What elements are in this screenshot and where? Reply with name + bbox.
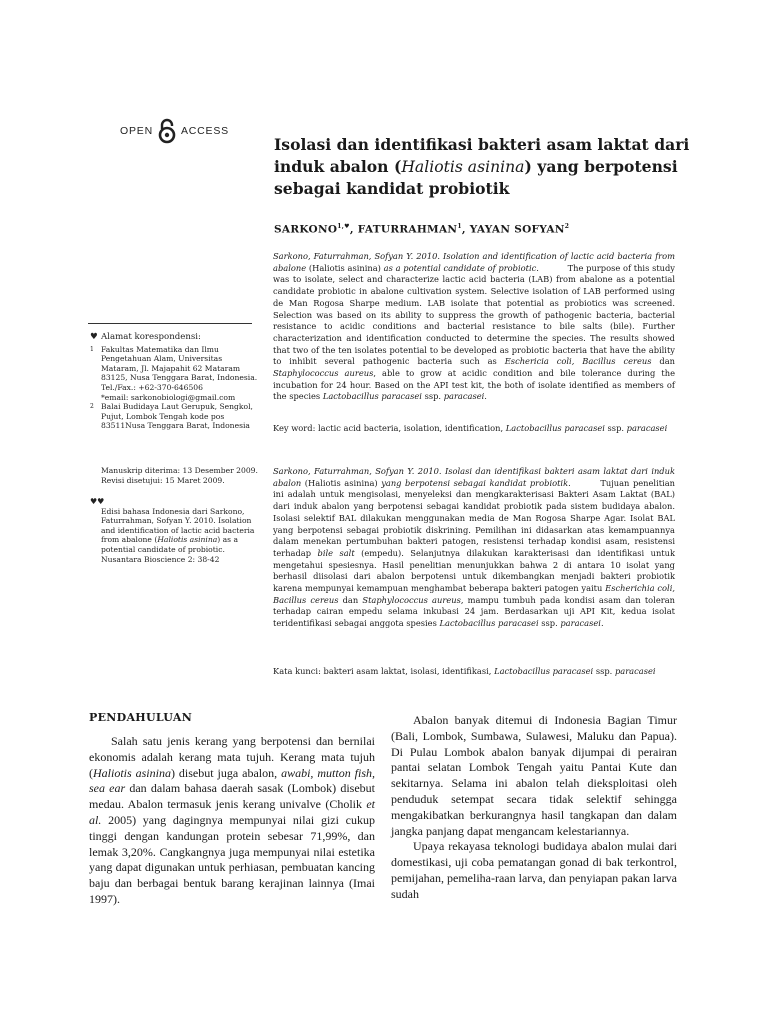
edition-text	[101, 507, 258, 565]
article-title	[274, 134, 694, 200]
sidebar-divider	[88, 323, 252, 324]
open-access-lock-icon	[157, 118, 177, 144]
correspondence-row	[90, 333, 258, 343]
open-access-logo	[120, 118, 229, 144]
cite-id-species: (Haliotis asinina)	[304, 477, 378, 488]
body-paragraph: Upaya rekayasa teknologi budidaya abalon mulai dari domestikasi, uji coba pematangan gonad di bak terkontrol, pemijahan, pemeliha-raan larva, dan penyiapan pakan larva sudah	[391, 839, 677, 901]
correspondence-label: Alamat korespondensi:	[101, 332, 201, 342]
body-right-column	[391, 713, 677, 903]
edition-body-row	[90, 507, 258, 565]
author-2: , FATURRAHMAN	[349, 223, 458, 236]
title-text-2: ) yang berpotensi sebagai kandidat probiotik	[274, 157, 678, 198]
manuscript-text: Manuskrip diterima: 13 Desember 2009. Revisi disetujui: 15 Maret 2009.	[101, 466, 258, 485]
keywords-id-italic-2: paracasei	[614, 666, 656, 676]
cite-en-b: as a potential candidate of probiotic.	[383, 262, 539, 273]
affiliation-2-mark: 2	[90, 403, 94, 411]
edition-note	[90, 497, 258, 564]
affiliation-1-body	[101, 345, 258, 403]
keywords-en-text: Key word: lactic acid bacteria, isolation, identification,	[273, 423, 504, 433]
cite-id-b: yang berpotensi sebagai kandidat probiotik.	[381, 477, 571, 488]
keywords-english	[273, 423, 675, 435]
double-heart-mark: ♥♥	[90, 497, 105, 506]
body-paragraph	[89, 734, 375, 908]
keywords-en-ssp: ssp.	[607, 423, 625, 433]
abstract-id-text-5: ssp.	[541, 618, 558, 629]
abstract-english	[273, 251, 675, 403]
cite-en-a: Sarkono, Faturrahman, Sofyan Y. 2010. Isolation and identification of lactic acid bacteria from abalone	[273, 251, 675, 273]
abstract-id-text-3: dan	[342, 594, 359, 605]
edition-mark-row	[90, 497, 258, 507]
keywords-en-italic-2: paracasei	[626, 423, 668, 433]
abstract-id-text-1: Tujuan penelitian ini adalah untuk mengisolasi, menyeleksi dan mengkarakterisasi Bakteri Asam Laktat (BAL) dari induk abalon yang berpotensi sebagai kandidat probiotik pada sistem budidaya abalon. Isolasi selektif BAL dilakukan menggunakan media de Man Rogosa Sharpe Agar. Isolat BAL yang berpotensi sebagai probiotik diskrining. Pemilihan ini didasarkan atas kemampuannya dalam menekan pertumbuhan bakteri patogen, resistensi terhadap kondisi asam, resistensi terhadap	[273, 477, 675, 558]
abstract-id-italic-3: Staphylococcus aureus	[362, 594, 461, 605]
body-paragraph: Abalon banyak ditemui di Indonesia Bagian Timur (Bali, Lombok, Sumbawa, Sulawesi, Maluku dan Papua). Di Pulau Lombok abalon banyak dijumpai di perairan pantai selatan Lombok Tengah yaitu Pantai Kute dan sekitarnya. Selama ini abalon telah dieksploitasi oleh penduduk setempat secara tidak selektif sehingga mengakibatkan berkurangnya hasil tangkapan dan dalam jangka panjang dapat mengancam kelestariannya.	[391, 713, 677, 838]
affiliation-2-text: Balai Budidaya Laut Gerupuk, Sengkol, Pujut, Lombok Tengah kode pos 83511Nusa Tenggara Barat, Indonesia	[101, 402, 253, 431]
body-left-column	[89, 734, 375, 908]
edition-species: Haliotis asinina	[157, 535, 218, 545]
body-left-italic-1: Haliotis asinina	[93, 765, 171, 780]
author-2-sup: 1	[457, 223, 462, 230]
edition-spacer	[90, 507, 101, 565]
body-left-italic-3: et al.	[89, 797, 376, 827]
affiliation-2	[90, 402, 258, 431]
open-access-label-left: OPEN	[120, 125, 153, 137]
abstract-en-italic-2: Staphylococcus aureus	[273, 368, 374, 379]
body-left-text-b: ) disebut juga abalon,	[170, 765, 278, 780]
body-left-italic-2: awabi, mutton fish, sea ear	[89, 765, 376, 796]
keywords-id-italic-1: Lactobacillus paracasei	[494, 666, 594, 676]
abstract-id-italic-1: bile salt	[317, 547, 355, 558]
affiliation-1-mark: 1	[90, 345, 94, 353]
email-text: *email: sarkonobiologi@gmail.com	[101, 392, 236, 402]
author-1: SARKONO	[274, 223, 338, 236]
title-text-1: Isolasi dan identifikasi bakteri asam laktat dari induk abalon (	[274, 135, 690, 176]
abstract-en-text-4: ssp.	[424, 391, 442, 402]
cite-en-species: (Haliotis asinina)	[308, 262, 381, 273]
affiliation-1-text: Fakultas Matematika dan Ilmu Pengetahuan Alam, Universitas Mataram, Jl. Majapahit 62 Mataram 83125, Nusa Tenggara Barat, Indonesia. Tel./Fax.: +62-370-646506	[101, 344, 258, 392]
affiliation-1	[90, 345, 258, 403]
abstract-id-text-6: .	[600, 618, 604, 629]
abstract-en-text-2: dan	[659, 356, 676, 367]
keywords-id-ssp: ssp.	[595, 666, 613, 676]
keywords-indonesian	[273, 666, 675, 678]
abstract-id-italic-2: Escherichia coli, Bacillus cereus	[273, 583, 675, 605]
cite-id-a: Sarkono, Faturrahman, Sofyan Y. 2010. Isolasi dan identifikasi bakteri asam laktat dari induk abalon	[273, 466, 675, 488]
abstract-indonesian	[273, 466, 675, 630]
abstract-en-text-1: The purpose of this study was to isolate, select and characterize lactic acid bacteria (LAB) from abalone as a potential candidate probiotic in abalone cultivation system. Selective isolation of LAB performed using de Man Rogosa Sharpe medium. LAB isolate that potential as probiotics was screened. Selection was based on its ability to suppress the growth of pathogenic bacteria, bacterial resistance to acidic conditions and bacterial resistance to bile salts (bile). Further characterization and identification conducted to determine the species. The results showed that two of the ten isolates potential to be developed as probiotic bacteria that have the ability to inhibit several pathogenic bacteria such as	[273, 262, 675, 367]
abstract-id-italic-4: Lactobacillus paracasei	[439, 618, 539, 629]
abstract-id-text-2: (empedu). Selanjutnya dilakukan karakterisasi dan identifikasi untuk mengetahui spesiesnya. Hasil penelitian menunjukkan bahwa 2 di antara 10 isolat yang berhasil diisolasi dari abalon berpotensi untuk dikembangkan menjadi bakteri probiotik karena mempunyai kemampuan menghambat beberapa bakteri patogen yaitu	[273, 547, 676, 594]
manuscript-dates	[90, 466, 258, 485]
manuscript-spacer	[90, 466, 101, 485]
edition-text-b: ) as a potential candidate of probiotic. Nusantara Bioscience 2: 38-42	[101, 535, 239, 564]
body-left-text-d: 2005) yang dagingnya mempunyai nilai gizi cukup tinggi dengan kandungan protein sebesar 71,99%, dan lemak 3,20%. Cangkangnya juga mempunyai nilai estetika yang dapat digunakan untuk perhiasan, pembuatan kancing baju dan berbagai bentuk barang kerajinan lainnya (Imai 1997).	[89, 812, 375, 906]
correspondence-block	[90, 333, 258, 431]
body-left-text-c: dan dalam bahasa daerah sasak (Lombok) disebut medau. Abalon termasuk jenis kerang univalve (Cholik	[89, 781, 375, 812]
abstract-en-italic-1: Eschericia coli, Bacillus cereus	[504, 356, 652, 367]
title-species: Haliotis asinina	[401, 158, 525, 176]
body-left-text-a: Salah satu jenis kerang yang berpotensi dan bernilai ekonomis adalah kerang mata tujuh. Kerang mata tujuh (	[89, 734, 375, 780]
author-1-sup: 1,♥	[337, 223, 350, 230]
open-access-label-right: ACCESS	[180, 125, 229, 137]
abstract-en-text-3: , able to grow at acidic condition and bile tolerance during the incubation for 24 hour. Based on the API test kit, the both of isolate identified as members of the species	[273, 368, 675, 402]
abstract-en-text-5: .	[484, 391, 487, 402]
keywords-en-italic-1: Lactobacillus paracasei	[505, 423, 605, 433]
edition-text-a: Edisi bahasa Indonesia dari Sarkono, Faturrahman, Sofyan Y. 2010. Isolation and identification of lactic acid bacteria from abalone (	[101, 506, 255, 545]
heart-mark: ♥	[90, 332, 98, 342]
abstract-en-italic-4: paracasei	[443, 391, 485, 402]
author-3: , YAYAN SOFYAN	[461, 223, 565, 236]
author-3-sup: 2	[564, 223, 570, 230]
manuscript-row	[90, 466, 258, 485]
abstract-id-italic-5: paracasei	[560, 618, 601, 629]
keywords-id-text: Kata kunci: bakteri asam laktat, isolasi, identifikasi,	[273, 666, 492, 676]
section-heading: PENDAHULUAN	[89, 711, 193, 724]
abstract-id-text-4: , mampu tumbuh pada kondisi asam dan toleran terhadap cairan empedu selama inkubasi 24 jam. Berdasarkan uji API Kit, kedua isolat teridentifikasi sebagai anggota spesies	[273, 594, 675, 629]
abstract-en-italic-3: Lactobacillus paracasei	[322, 391, 422, 402]
author-list	[274, 223, 569, 236]
